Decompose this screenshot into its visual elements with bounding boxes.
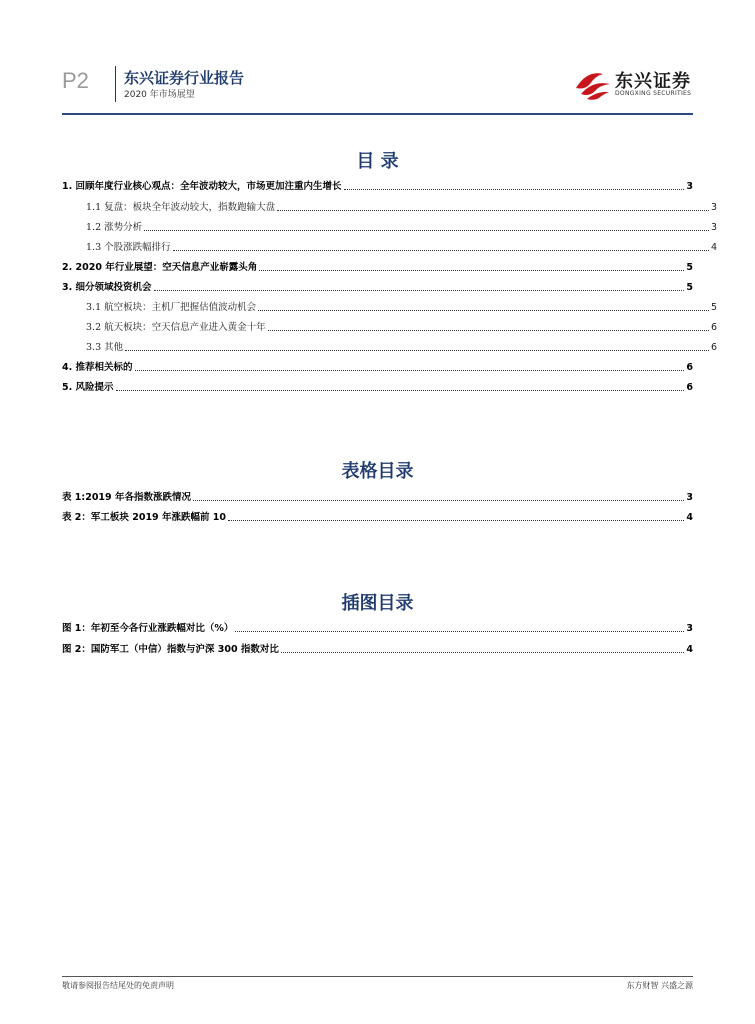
disclaimer-note: 敬请参阅报告结尾处的免责声明 (62, 981, 174, 990)
toc-entry-text: 2. 2020 年行业展望：空天信息产业崭露头角 (62, 262, 258, 273)
toc-entry[interactable] (62, 200, 717, 214)
toc-entry-page: 5 (710, 302, 717, 313)
toc-entry[interactable] (62, 340, 717, 354)
header-divider (115, 66, 116, 102)
toc-entry[interactable] (62, 380, 693, 394)
toc-entry-page: 6 (710, 342, 717, 353)
toc-entry-text: 1. 回顾年度行业核心观点：全年波动较大，市场更加注重内生增长 (62, 181, 342, 192)
footer-rule (62, 976, 693, 977)
table-toc-entry[interactable] (62, 510, 693, 524)
leader-dots (154, 290, 685, 291)
toc-entry[interactable] (62, 240, 717, 254)
figure-toc-entry[interactable] (62, 621, 693, 635)
toc-entry-page: 3 (686, 492, 693, 503)
leader-dots (193, 500, 684, 501)
toc-entry-page: 6 (686, 382, 693, 393)
toc-entry-page: 4 (710, 242, 717, 253)
tables-toc-heading: 表格目录 (341, 461, 414, 482)
page-number: P2 (62, 68, 89, 93)
toc-entry-page: 3 (686, 623, 693, 634)
toc-entry-text: 图 2：国防军工（中信）指数与沪深 300 指数对比 (62, 644, 279, 655)
toc-entry-page: 5 (686, 282, 693, 293)
toc-entry[interactable] (62, 360, 693, 374)
toc-entry-text: 5. 风险提示 (62, 382, 114, 393)
toc-entry[interactable] (62, 320, 717, 334)
toc-heading: 目 录 (356, 151, 399, 172)
toc-entry[interactable] (62, 280, 693, 294)
header-rule (62, 113, 693, 115)
leader-dots (125, 350, 709, 351)
toc-entry-text: 表 2：军工板块 2019 年涨跌幅前 10 (62, 512, 227, 523)
toc-entry-text: 1.3 个股涨跌幅排行 (86, 242, 171, 253)
toc-entry-text: 图 1：年初至今各行业涨跌幅对比（%） (62, 623, 234, 634)
toc-entry-page: 6 (710, 322, 717, 333)
toc-entry[interactable] (62, 300, 717, 314)
toc-entry-page: 3 (710, 222, 717, 233)
leader-dots (344, 189, 685, 190)
toc-entry-text: 1.2 涨势分析 (86, 222, 143, 233)
toc-entry-text: 3.3 其他 (86, 342, 124, 353)
toc-entry-page: 4 (686, 512, 693, 523)
toc-entry-text: 表 1:2019 年各指数涨跌情况 (62, 492, 191, 503)
toc-entry-text: 4. 推荐相关标的 (62, 362, 133, 373)
toc-entry[interactable] (62, 260, 693, 274)
toc-entry-page: 3 (686, 181, 693, 192)
toc-entry[interactable] (62, 179, 693, 193)
company-slogan: 东方财智 兴盛之源 (626, 981, 693, 990)
figures-toc-heading: 插图目录 (341, 593, 414, 614)
table-toc-entry[interactable] (62, 490, 693, 504)
leader-dots (259, 270, 684, 271)
page-header (62, 62, 693, 118)
toc-entry-text: 3. 细分领域投资机会 (62, 282, 152, 293)
toc-entry-page: 6 (686, 362, 693, 373)
figure-toc-entry[interactable] (62, 642, 693, 656)
toc-entry-text: 1.1 复盘：板块全年波动较大，指数跑输大盘 (86, 202, 276, 213)
leader-dots (235, 631, 684, 632)
leader-dots (116, 390, 685, 391)
report-subtitle: 2020 年市场展望 (124, 90, 195, 100)
leader-dots (173, 250, 709, 251)
company-logo (573, 64, 693, 104)
toc-entry-text: 3.2 航天板块：空天信息产业进入黄金十年 (86, 322, 266, 333)
leader-dots (277, 210, 709, 211)
toc-entry-page: 3 (710, 202, 717, 213)
toc-entry-text: 3.1 航空板块：主机厂把握估值波动机会 (86, 302, 257, 313)
logo-text: 东兴证券 (615, 71, 691, 92)
report-title: 东兴证券行业报告 (124, 69, 245, 87)
leader-dots (144, 230, 709, 231)
leader-dots (258, 310, 709, 311)
toc-entry-page: 4 (686, 644, 693, 655)
logo-emblem-icon (573, 64, 613, 104)
leader-dots (268, 330, 709, 331)
leader-dots (135, 370, 685, 371)
leader-dots (228, 520, 684, 521)
toc-entry[interactable] (62, 220, 717, 234)
leader-dots (281, 652, 685, 653)
toc-entry-page: 5 (686, 262, 693, 273)
logo-english-text: DONGXING SECURITIES (615, 90, 692, 97)
